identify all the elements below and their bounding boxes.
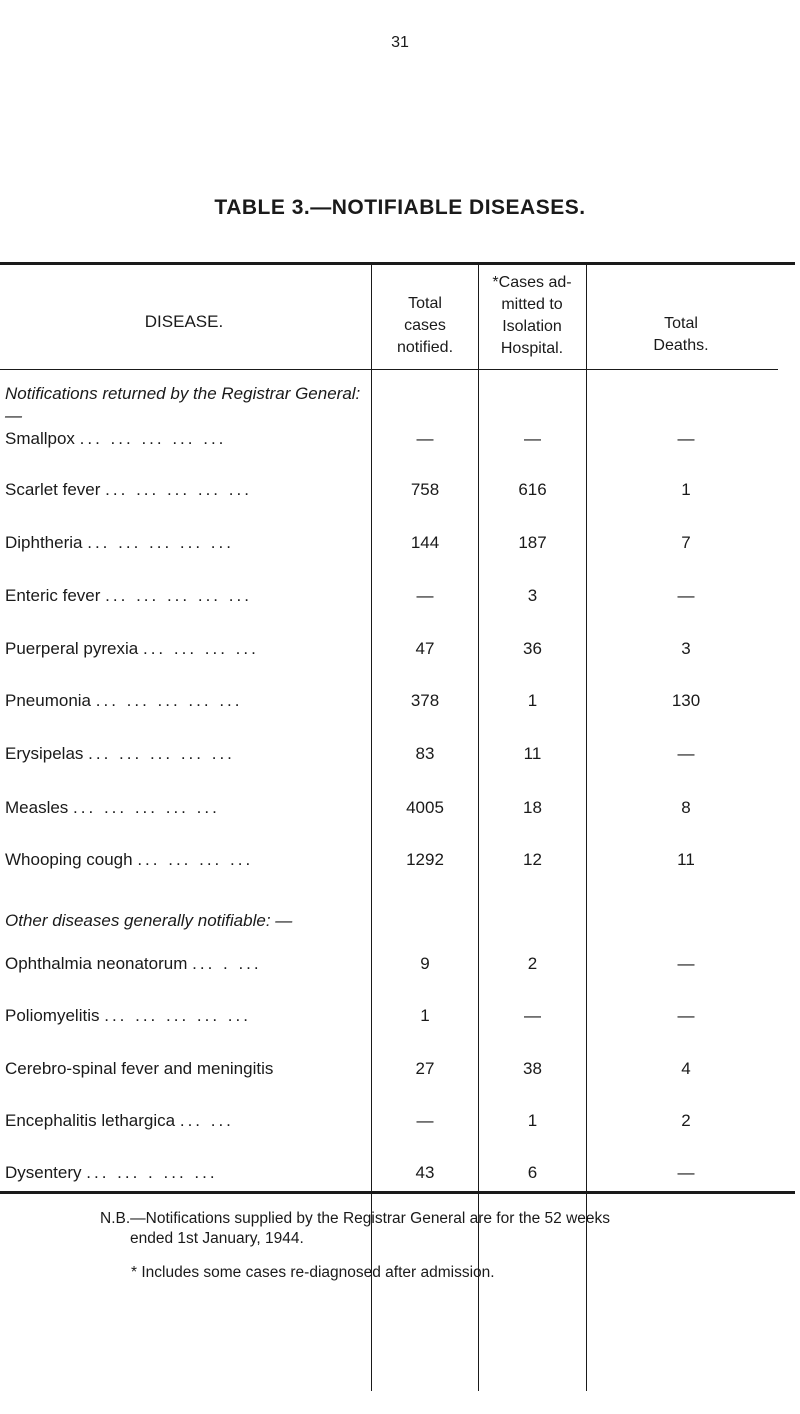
- footnote-nb: [100, 1209, 740, 1249]
- leader-dots: ... ... . ... ...: [86, 1163, 218, 1182]
- disease-label: Poliomyelitis: [5, 1006, 100, 1025]
- cell-total-notified: —: [416, 586, 434, 605]
- cell-total-notified: 43: [415, 1163, 435, 1182]
- table-row: [0, 480, 790, 508]
- leader-dots: ... ... ... ... ...: [73, 798, 220, 817]
- disease-label: Enteric fever: [5, 586, 101, 605]
- leader-dots: ... ... ... ... ...: [88, 744, 235, 763]
- table-row: [0, 639, 790, 667]
- cell-cases-admitted: 1: [527, 691, 538, 710]
- cell-cases-admitted: 187: [518, 533, 547, 552]
- footnote-asterisk: * Includes some cases re-diagnosed after admission.: [131, 1264, 495, 1281]
- cell-total-deaths: —: [677, 1006, 695, 1025]
- table-title: TABLE 3.—NOTIFIABLE DISEASES.: [214, 196, 586, 219]
- cell-cases-admitted: 12: [523, 850, 542, 869]
- cell-cases-admitted: 36: [523, 639, 542, 658]
- cell-total-deaths: —: [677, 744, 695, 763]
- footnote-nb-line-1: N.B.—Notifications supplied by the Registrar General are for the 52 weeks: [100, 1210, 611, 1227]
- cell-total-deaths: 130: [671, 691, 701, 710]
- leader-dots: ... ... ... ... ...: [104, 1006, 251, 1025]
- disease-name: [5, 429, 369, 449]
- disease-name: [5, 1163, 369, 1183]
- header-total-cases-line-2: cases: [404, 317, 446, 334]
- cell-cases-admitted: 38: [523, 1059, 542, 1078]
- table-row: [0, 586, 790, 614]
- cell-total-notified: 1292: [406, 850, 444, 869]
- disease-name: [5, 586, 369, 606]
- leader-dots: ... ...: [179, 1111, 234, 1130]
- cell-total-notified: 83: [415, 744, 435, 763]
- cell-total-deaths: —: [677, 954, 695, 973]
- cell-cases-admitted: 3: [527, 586, 538, 605]
- table-row: [0, 1111, 790, 1139]
- cell-cases-admitted: 616: [518, 480, 547, 499]
- cell-total-deaths: 4: [681, 1059, 691, 1078]
- leader-dots: ... . ...: [192, 954, 262, 973]
- cell-total-notified: 1: [420, 1006, 430, 1025]
- leader-dots: ... ... ... ... ...: [79, 429, 227, 448]
- disease-name: [5, 480, 369, 500]
- disease-label: Cerebro-spinal fever and meningitis: [5, 1059, 274, 1078]
- disease-label: Pneumonia: [5, 691, 92, 710]
- table-row: [0, 1059, 790, 1087]
- header-total-deaths-line-2: Deaths.: [653, 337, 709, 354]
- disease-label: Encephalitis lethargica: [5, 1111, 176, 1130]
- table-row: [0, 533, 790, 561]
- table-bottom-rule: [0, 1191, 795, 1194]
- table-row: [0, 691, 790, 719]
- disease-label: Ophthalmia neonatorum: [5, 954, 188, 973]
- cell-total-notified: 4005: [406, 798, 444, 817]
- cell-cases-admitted: 2: [527, 954, 538, 973]
- section-other-notifiable: Other diseases generally notifiable: —: [5, 911, 293, 930]
- leader-dots: ... ... ... ...: [142, 639, 259, 658]
- header-cases-admitted-line-4: Hospital.: [500, 340, 564, 357]
- table-row: [0, 1163, 790, 1191]
- cell-total-deaths: —: [677, 586, 695, 605]
- disease-name: [5, 1111, 369, 1131]
- table-row: [0, 1006, 790, 1034]
- disease-label: Smallpox: [5, 429, 75, 448]
- header-total-cases-line-3: notified.: [396, 339, 454, 356]
- cell-total-deaths: 7: [681, 533, 691, 552]
- cell-cases-admitted: —: [524, 429, 541, 448]
- leader-dots: ... ... ... ...: [137, 850, 254, 869]
- table-row: [0, 850, 790, 878]
- disease-label: Erysipelas: [5, 744, 84, 763]
- table-row: [0, 954, 790, 982]
- disease-label: Diphtheria: [5, 533, 83, 552]
- header-disease-text: DISEASE.: [144, 312, 224, 331]
- header-total-cases: [375, 290, 475, 362]
- cell-total-notified: 27: [415, 1059, 435, 1078]
- cell-total-deaths: 1: [681, 480, 691, 499]
- disease-name: [5, 954, 369, 974]
- cell-cases-admitted: 11: [523, 744, 542, 763]
- cell-total-notified: —: [416, 1111, 434, 1130]
- leader-dots: ... ... ... ... ...: [95, 691, 243, 710]
- header-cases-admitted-line-3: Isolation: [502, 318, 562, 335]
- disease-name: [5, 850, 369, 870]
- cell-total-deaths: 2: [681, 1111, 691, 1130]
- cell-total-deaths: —: [677, 1163, 695, 1182]
- disease-label: Measles: [5, 798, 69, 817]
- disease-name: [5, 1006, 369, 1026]
- disease-label: Dysentery: [5, 1163, 82, 1182]
- disease-name: [5, 744, 369, 764]
- cell-total-notified: 47: [415, 639, 435, 658]
- cell-total-notified: 9: [420, 954, 430, 973]
- header-disease: [0, 300, 368, 344]
- table-row: [0, 429, 790, 457]
- disease-label: Whooping cough: [5, 850, 133, 869]
- page-number: 31: [391, 34, 409, 51]
- disease-name: [5, 798, 369, 818]
- cell-total-deaths: —: [677, 429, 695, 448]
- disease-name: [5, 533, 369, 553]
- disease-label: Scarlet fever: [5, 480, 101, 499]
- header-total-cases-line-1: Total: [408, 295, 442, 312]
- cell-total-notified: 378: [410, 691, 440, 710]
- disease-label: Puerperal pyrexia: [5, 639, 139, 658]
- cell-cases-admitted: 6: [527, 1163, 538, 1182]
- header-cases-admitted-line-2: mitted to: [501, 296, 563, 313]
- disease-name: [5, 639, 369, 659]
- disease-name: [5, 1059, 369, 1079]
- section-registrar-general: Notifications returned by the Registrar General: —: [5, 384, 361, 425]
- header-total-deaths: [586, 310, 776, 360]
- cell-total-deaths: 3: [681, 639, 691, 658]
- cell-total-deaths: 8: [681, 798, 691, 817]
- cell-cases-admitted: 1: [527, 1111, 538, 1130]
- disease-name: [5, 691, 369, 711]
- header-bottom-rule: [0, 369, 778, 370]
- leader-dots: ... ... ... ... ...: [87, 533, 234, 552]
- table-top-rule: [0, 262, 795, 265]
- cell-total-notified: 758: [410, 480, 440, 499]
- cell-total-deaths: 11: [677, 850, 695, 869]
- table-row: [0, 798, 790, 826]
- header-cases-admitted-line-1: *Cases ad-: [492, 274, 572, 291]
- cell-total-notified: —: [416, 429, 434, 448]
- leader-dots: ... ... ... ... ...: [105, 480, 252, 499]
- cell-cases-admitted: —: [524, 1006, 541, 1025]
- leader-dots: ... ... ... ... ...: [105, 586, 252, 605]
- header-cases-admitted: [480, 268, 584, 364]
- header-total-deaths-line-1: Total: [664, 315, 698, 332]
- footnote-nb-line-2: ended 1st January, 1944.: [130, 1230, 304, 1247]
- table-row: [0, 744, 790, 772]
- cell-cases-admitted: 18: [523, 798, 542, 817]
- cell-total-notified: 144: [410, 533, 440, 552]
